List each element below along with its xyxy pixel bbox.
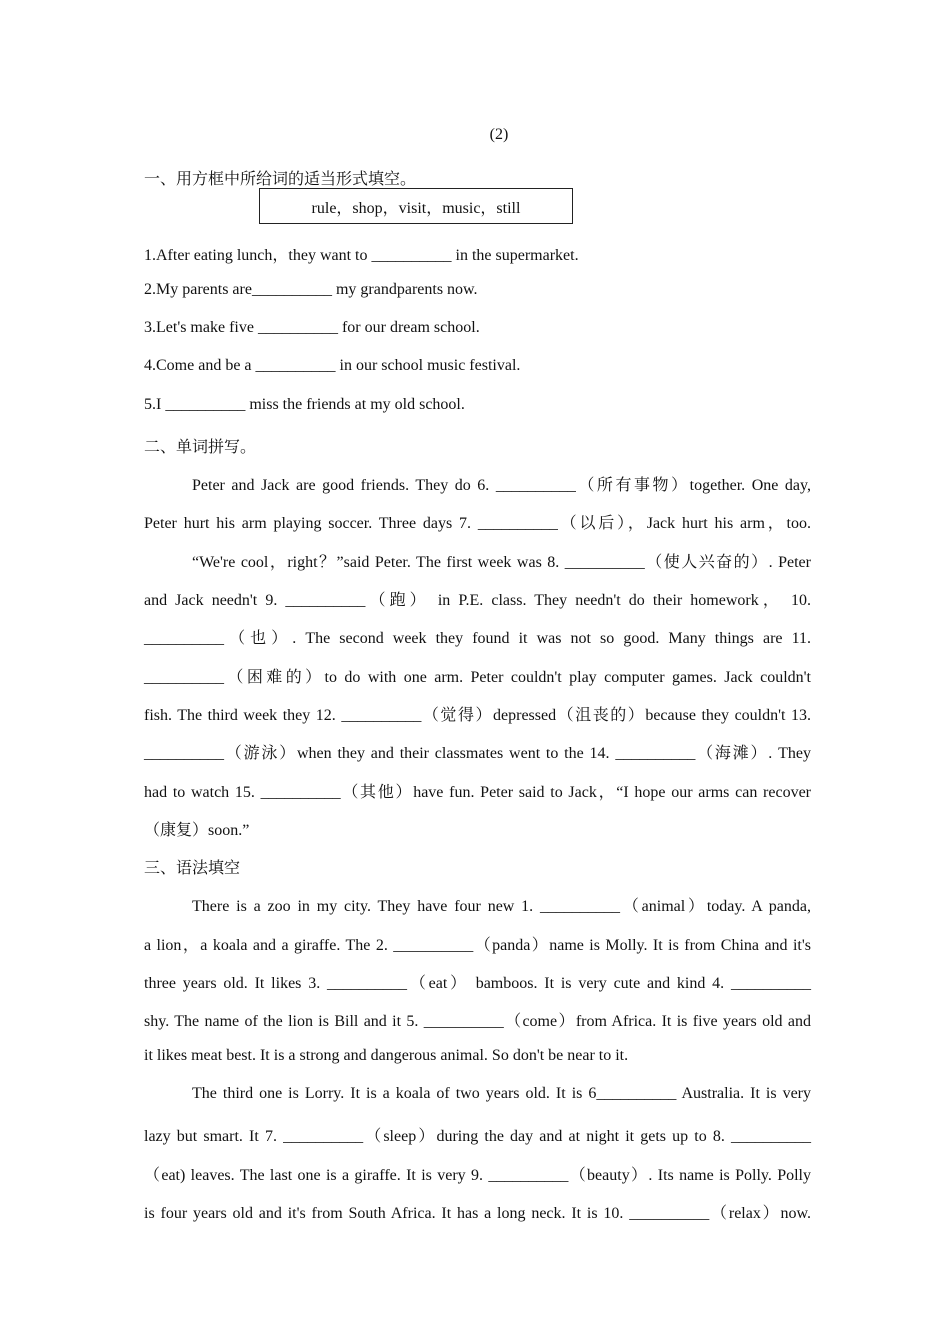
passage-line: is four years old and it's from South Africa. It has a long neck. It is 10. __________（relax）now.	[144, 1205, 812, 1222]
passage-line: Peter hurt his arm playing soccer. Three days 7. __________（以后），Jack hurt his arm，too.	[144, 515, 811, 532]
section2-heading: 二、单词拼写。	[144, 437, 257, 456]
passage-line: shy. The name of the lion is Bill and it 5. __________（come）from Africa. It is five years old and	[144, 1013, 811, 1030]
passage-line: __________（也）. The second week they found it was not so good. Many things are 11.	[144, 630, 811, 647]
exercise-item: 4.Come and be a __________ in our school music festival.	[144, 357, 521, 374]
passage-line: a lion，a koala and a giraffe. The 2. __________（panda）name is Molly. It is from China and it's	[144, 937, 811, 954]
passage-line: fish. The third week they 12. __________（觉得）depressed（沮丧的）because they couldn't 13.	[144, 707, 811, 724]
passage-line: （eat) leaves. The last one is a giraffe. It is very 9. __________（beauty）. Its name is Polly. Polly	[144, 1167, 811, 1184]
exercise-item: 5.I __________ miss the friends at my old school.	[144, 396, 465, 413]
passage-line: had to watch 15. __________（其他）have fun. Peter said to Jack，“I hope our arms can recover	[144, 784, 811, 801]
word-box: rule，shop，visit，music，still	[259, 188, 573, 224]
passage-line: __________（游泳）when they and their classmates went to the 14. __________（海滩）. They	[144, 745, 811, 762]
exercise-item: 1.After eating lunch，they want to __________ in the supermarket.	[144, 247, 579, 264]
passage-line: There is a zoo in my city. They have four new 1. __________（animal）today. A panda,	[192, 898, 811, 915]
passage-line: “We're cool，right？”said Peter. The first week was 8. __________（使人兴奋的）. Peter	[192, 554, 811, 571]
exercise-item: 2.My parents are__________ my grandparents now.	[144, 281, 478, 298]
passage-line: Peter and Jack are good friends. They do 6. __________（所有事物）together. One day,	[192, 477, 811, 494]
passage-line: （康复）soon.”	[144, 822, 250, 839]
passage-line: three years old. It likes 3. __________（eat） bamboos. It is very cute and kind 4. __________	[144, 975, 811, 992]
passage-line: The third one is Lorry. It is a koala of two years old. It is 6__________ Australia. It is very	[192, 1085, 811, 1102]
section1-heading: 一、用方框中所给词的适当形式填空。	[144, 169, 417, 188]
passage-line: and Jack needn't 9. __________（跑） in P.E. class. They needn't do their homework， 10.	[144, 592, 811, 609]
passage-line: it likes meat best. It is a strong and dangerous animal. So don't be near to it.	[144, 1047, 629, 1064]
document-title: (2)	[489, 126, 509, 143]
passage-line: __________（困难的）to do with one arm. Peter couldn't play computer games. Jack couldn't	[144, 669, 811, 686]
passage-line: lazy but smart. It 7. __________（sleep）during the day and at night it gets up to 8. __________	[144, 1128, 811, 1145]
section3-heading: 三、语法填空	[144, 858, 241, 877]
exercise-item: 3.Let's make five __________ for our dream school.	[144, 319, 480, 336]
